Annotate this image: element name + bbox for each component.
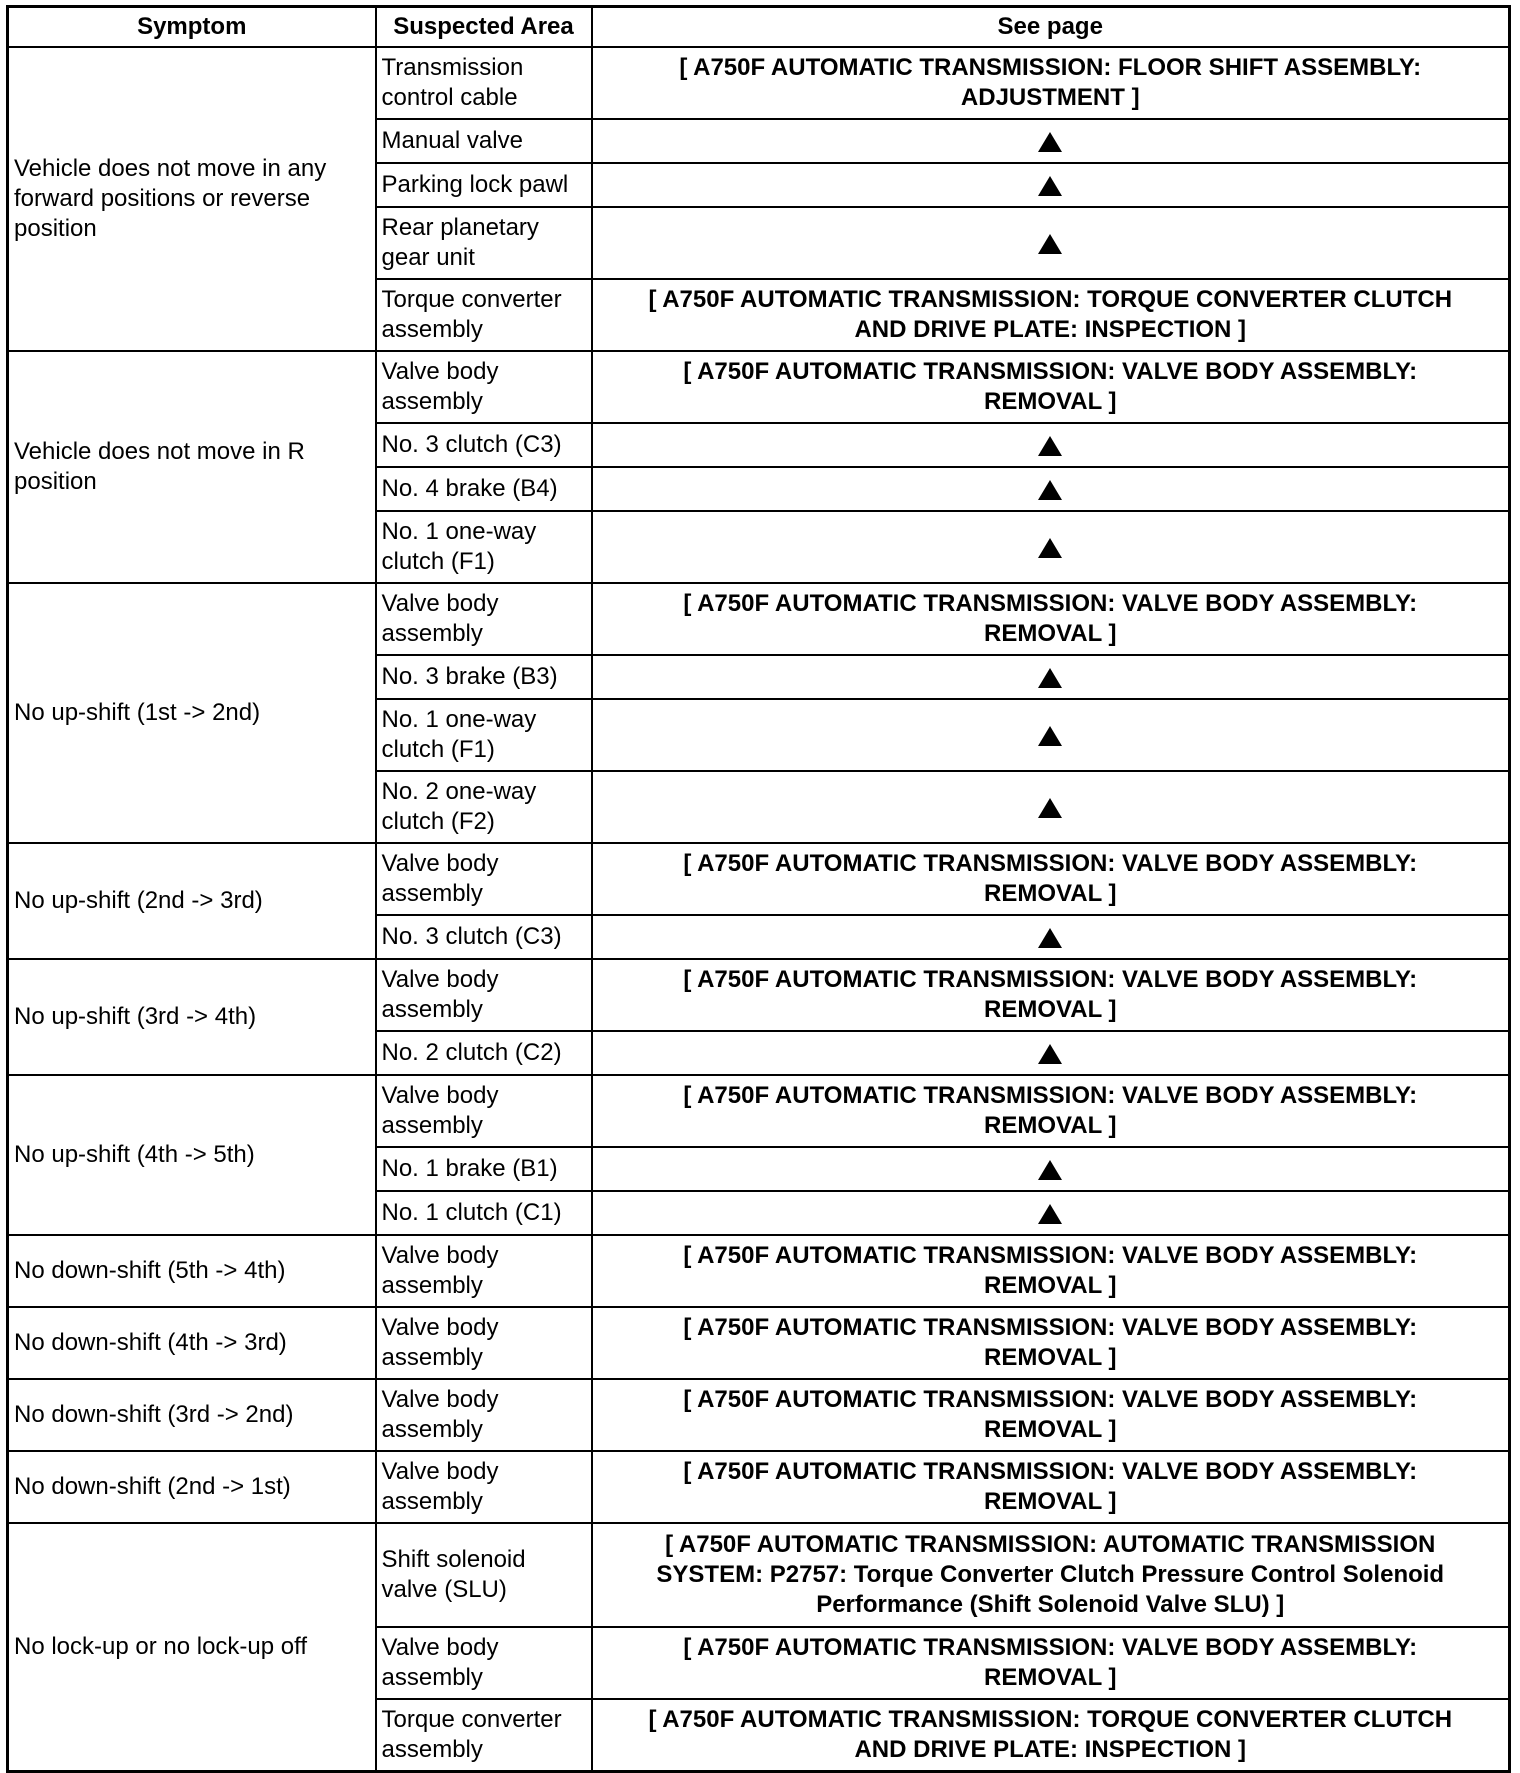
see-page-ditto-cell (592, 467, 1510, 511)
symptom-cell: No down-shift (5th -> 4th) (8, 1235, 376, 1307)
suspected-area-cell: No. 1 brake (B1) (376, 1147, 592, 1191)
suspected-area-cell: Parking lock pawl (376, 163, 592, 207)
see-page-ditto-cell (592, 1191, 1510, 1235)
suspected-area-cell: Valve body assembly (376, 1379, 592, 1451)
see-page-ditto-cell (592, 915, 1510, 959)
see-page-ditto-cell (592, 423, 1510, 467)
suspected-area-cell: Valve body assembly (376, 1075, 592, 1147)
see-page-ditto-cell (592, 655, 1510, 699)
black-triangle-icon (1038, 1160, 1062, 1180)
black-triangle-icon (1038, 928, 1062, 948)
see-page-link[interactable]: [ A750F AUTOMATIC TRANSMISSION: VALVE BODY ASSEMBLY: REMOVAL ] (592, 1379, 1510, 1451)
suspected-area-cell: Torque converter assembly (376, 279, 592, 351)
black-triangle-icon (1038, 798, 1062, 818)
table-row (8, 351, 1510, 423)
symptom-cell: No up-shift (3rd -> 4th) (8, 959, 376, 1075)
see-page-link[interactable]: [ A750F AUTOMATIC TRANSMISSION: VALVE BODY ASSEMBLY: REMOVAL ] (592, 583, 1510, 655)
see-page-ditto-cell (592, 163, 1510, 207)
symptom-cell: No up-shift (1st -> 2nd) (8, 583, 376, 843)
header-symptom: Symptom (8, 7, 376, 48)
suspected-area-cell: Rear planetary gear unit (376, 207, 592, 279)
symptom-cell: No lock-up or no lock-up off (8, 1523, 376, 1772)
suspected-area-cell: Valve body assembly (376, 1627, 592, 1699)
table-row (8, 47, 1510, 119)
suspected-area-cell: No. 4 brake (B4) (376, 467, 592, 511)
suspected-area-cell: Shift solenoid valve (SLU) (376, 1523, 592, 1627)
table-header-row (8, 7, 1510, 48)
see-page-link[interactable]: [ A750F AUTOMATIC TRANSMISSION: VALVE BODY ASSEMBLY: REMOVAL ] (592, 1451, 1510, 1523)
table-row (8, 1307, 1510, 1379)
table-row (8, 843, 1510, 915)
symptom-cell: No up-shift (2nd -> 3rd) (8, 843, 376, 959)
table-row (8, 583, 1510, 655)
black-triangle-icon (1038, 726, 1062, 746)
see-page-link[interactable]: [ A750F AUTOMATIC TRANSMISSION: AUTOMATIC TRANSMISSION SYSTEM: P2757: Torque Converter Clutch Pressure Control Solenoid Performance (Shift Solenoid Valve SLU) ] (592, 1523, 1510, 1627)
symptom-cell: No up-shift (4th -> 5th) (8, 1075, 376, 1235)
suspected-area-cell: No. 3 clutch (C3) (376, 915, 592, 959)
see-page-link[interactable]: [ A750F AUTOMATIC TRANSMISSION: VALVE BODY ASSEMBLY: REMOVAL ] (592, 1627, 1510, 1699)
table-body (8, 47, 1510, 1772)
suspected-area-cell: Transmission control cable (376, 47, 592, 119)
black-triangle-icon (1038, 176, 1062, 196)
black-triangle-icon (1038, 1044, 1062, 1064)
table-row (8, 1523, 1510, 1627)
table-row (8, 1075, 1510, 1147)
symptom-cell: Vehicle does not move in R position (8, 351, 376, 583)
suspected-area-cell: Valve body assembly (376, 1235, 592, 1307)
suspected-area-cell: Valve body assembly (376, 843, 592, 915)
see-page-ditto-cell (592, 699, 1510, 771)
black-triangle-icon (1038, 436, 1062, 456)
suspected-area-cell: Valve body assembly (376, 959, 592, 1031)
header-suspected-area: Suspected Area (376, 7, 592, 48)
suspected-area-cell: No. 3 brake (B3) (376, 655, 592, 699)
table-row (8, 1379, 1510, 1451)
suspected-area-cell: Valve body assembly (376, 1307, 592, 1379)
suspected-area-cell: No. 3 clutch (C3) (376, 423, 592, 467)
table-row (8, 959, 1510, 1031)
black-triangle-icon (1038, 132, 1062, 152)
see-page-link[interactable]: [ A750F AUTOMATIC TRANSMISSION: TORQUE CONVERTER CLUTCH AND DRIVE PLATE: INSPECTION ] (592, 1699, 1510, 1772)
see-page-link[interactable]: [ A750F AUTOMATIC TRANSMISSION: VALVE BODY ASSEMBLY: REMOVAL ] (592, 1075, 1510, 1147)
suspected-area-cell: Torque converter assembly (376, 1699, 592, 1772)
see-page-ditto-cell (592, 207, 1510, 279)
see-page-ditto-cell (592, 1031, 1510, 1075)
black-triangle-icon (1038, 480, 1062, 500)
black-triangle-icon (1038, 668, 1062, 688)
see-page-ditto-cell (592, 511, 1510, 583)
suspected-area-cell: No. 1 one-way clutch (F1) (376, 511, 592, 583)
black-triangle-icon (1038, 1204, 1062, 1224)
suspected-area-cell: Manual valve (376, 119, 592, 163)
see-page-ditto-cell (592, 119, 1510, 163)
see-page-link[interactable]: [ A750F AUTOMATIC TRANSMISSION: TORQUE CONVERTER CLUTCH AND DRIVE PLATE: INSPECTION ] (592, 279, 1510, 351)
see-page-link[interactable]: [ A750F AUTOMATIC TRANSMISSION: VALVE BODY ASSEMBLY: REMOVAL ] (592, 1307, 1510, 1379)
table-row (8, 1235, 1510, 1307)
symptom-cell: No down-shift (3rd -> 2nd) (8, 1379, 376, 1451)
suspected-area-cell: Valve body assembly (376, 351, 592, 423)
see-page-ditto-cell (592, 1147, 1510, 1191)
see-page-link[interactable]: [ A750F AUTOMATIC TRANSMISSION: VALVE BODY ASSEMBLY: REMOVAL ] (592, 1235, 1510, 1307)
suspected-area-cell: No. 2 one-way clutch (F2) (376, 771, 592, 843)
suspected-area-cell: No. 1 clutch (C1) (376, 1191, 592, 1235)
see-page-link[interactable]: [ A750F AUTOMATIC TRANSMISSION: VALVE BODY ASSEMBLY: REMOVAL ] (592, 959, 1510, 1031)
symptom-cell: Vehicle does not move in any forward positions or reverse position (8, 47, 376, 351)
symptom-cell: No down-shift (2nd -> 1st) (8, 1451, 376, 1523)
troubleshooting-table (6, 5, 1511, 1773)
see-page-ditto-cell (592, 771, 1510, 843)
black-triangle-icon (1038, 538, 1062, 558)
header-see-page: See page (592, 7, 1510, 48)
troubleshooting-table-container (6, 5, 1508, 1773)
black-triangle-icon (1038, 234, 1062, 254)
suspected-area-cell: Valve body assembly (376, 1451, 592, 1523)
suspected-area-cell: No. 2 clutch (C2) (376, 1031, 592, 1075)
see-page-link[interactable]: [ A750F AUTOMATIC TRANSMISSION: VALVE BODY ASSEMBLY: REMOVAL ] (592, 843, 1510, 915)
suspected-area-cell: No. 1 one-way clutch (F1) (376, 699, 592, 771)
symptom-cell: No down-shift (4th -> 3rd) (8, 1307, 376, 1379)
see-page-link[interactable]: [ A750F AUTOMATIC TRANSMISSION: VALVE BODY ASSEMBLY: REMOVAL ] (592, 351, 1510, 423)
suspected-area-cell: Valve body assembly (376, 583, 592, 655)
table-row (8, 1451, 1510, 1523)
see-page-link[interactable]: [ A750F AUTOMATIC TRANSMISSION: FLOOR SHIFT ASSEMBLY: ADJUSTMENT ] (592, 47, 1510, 119)
